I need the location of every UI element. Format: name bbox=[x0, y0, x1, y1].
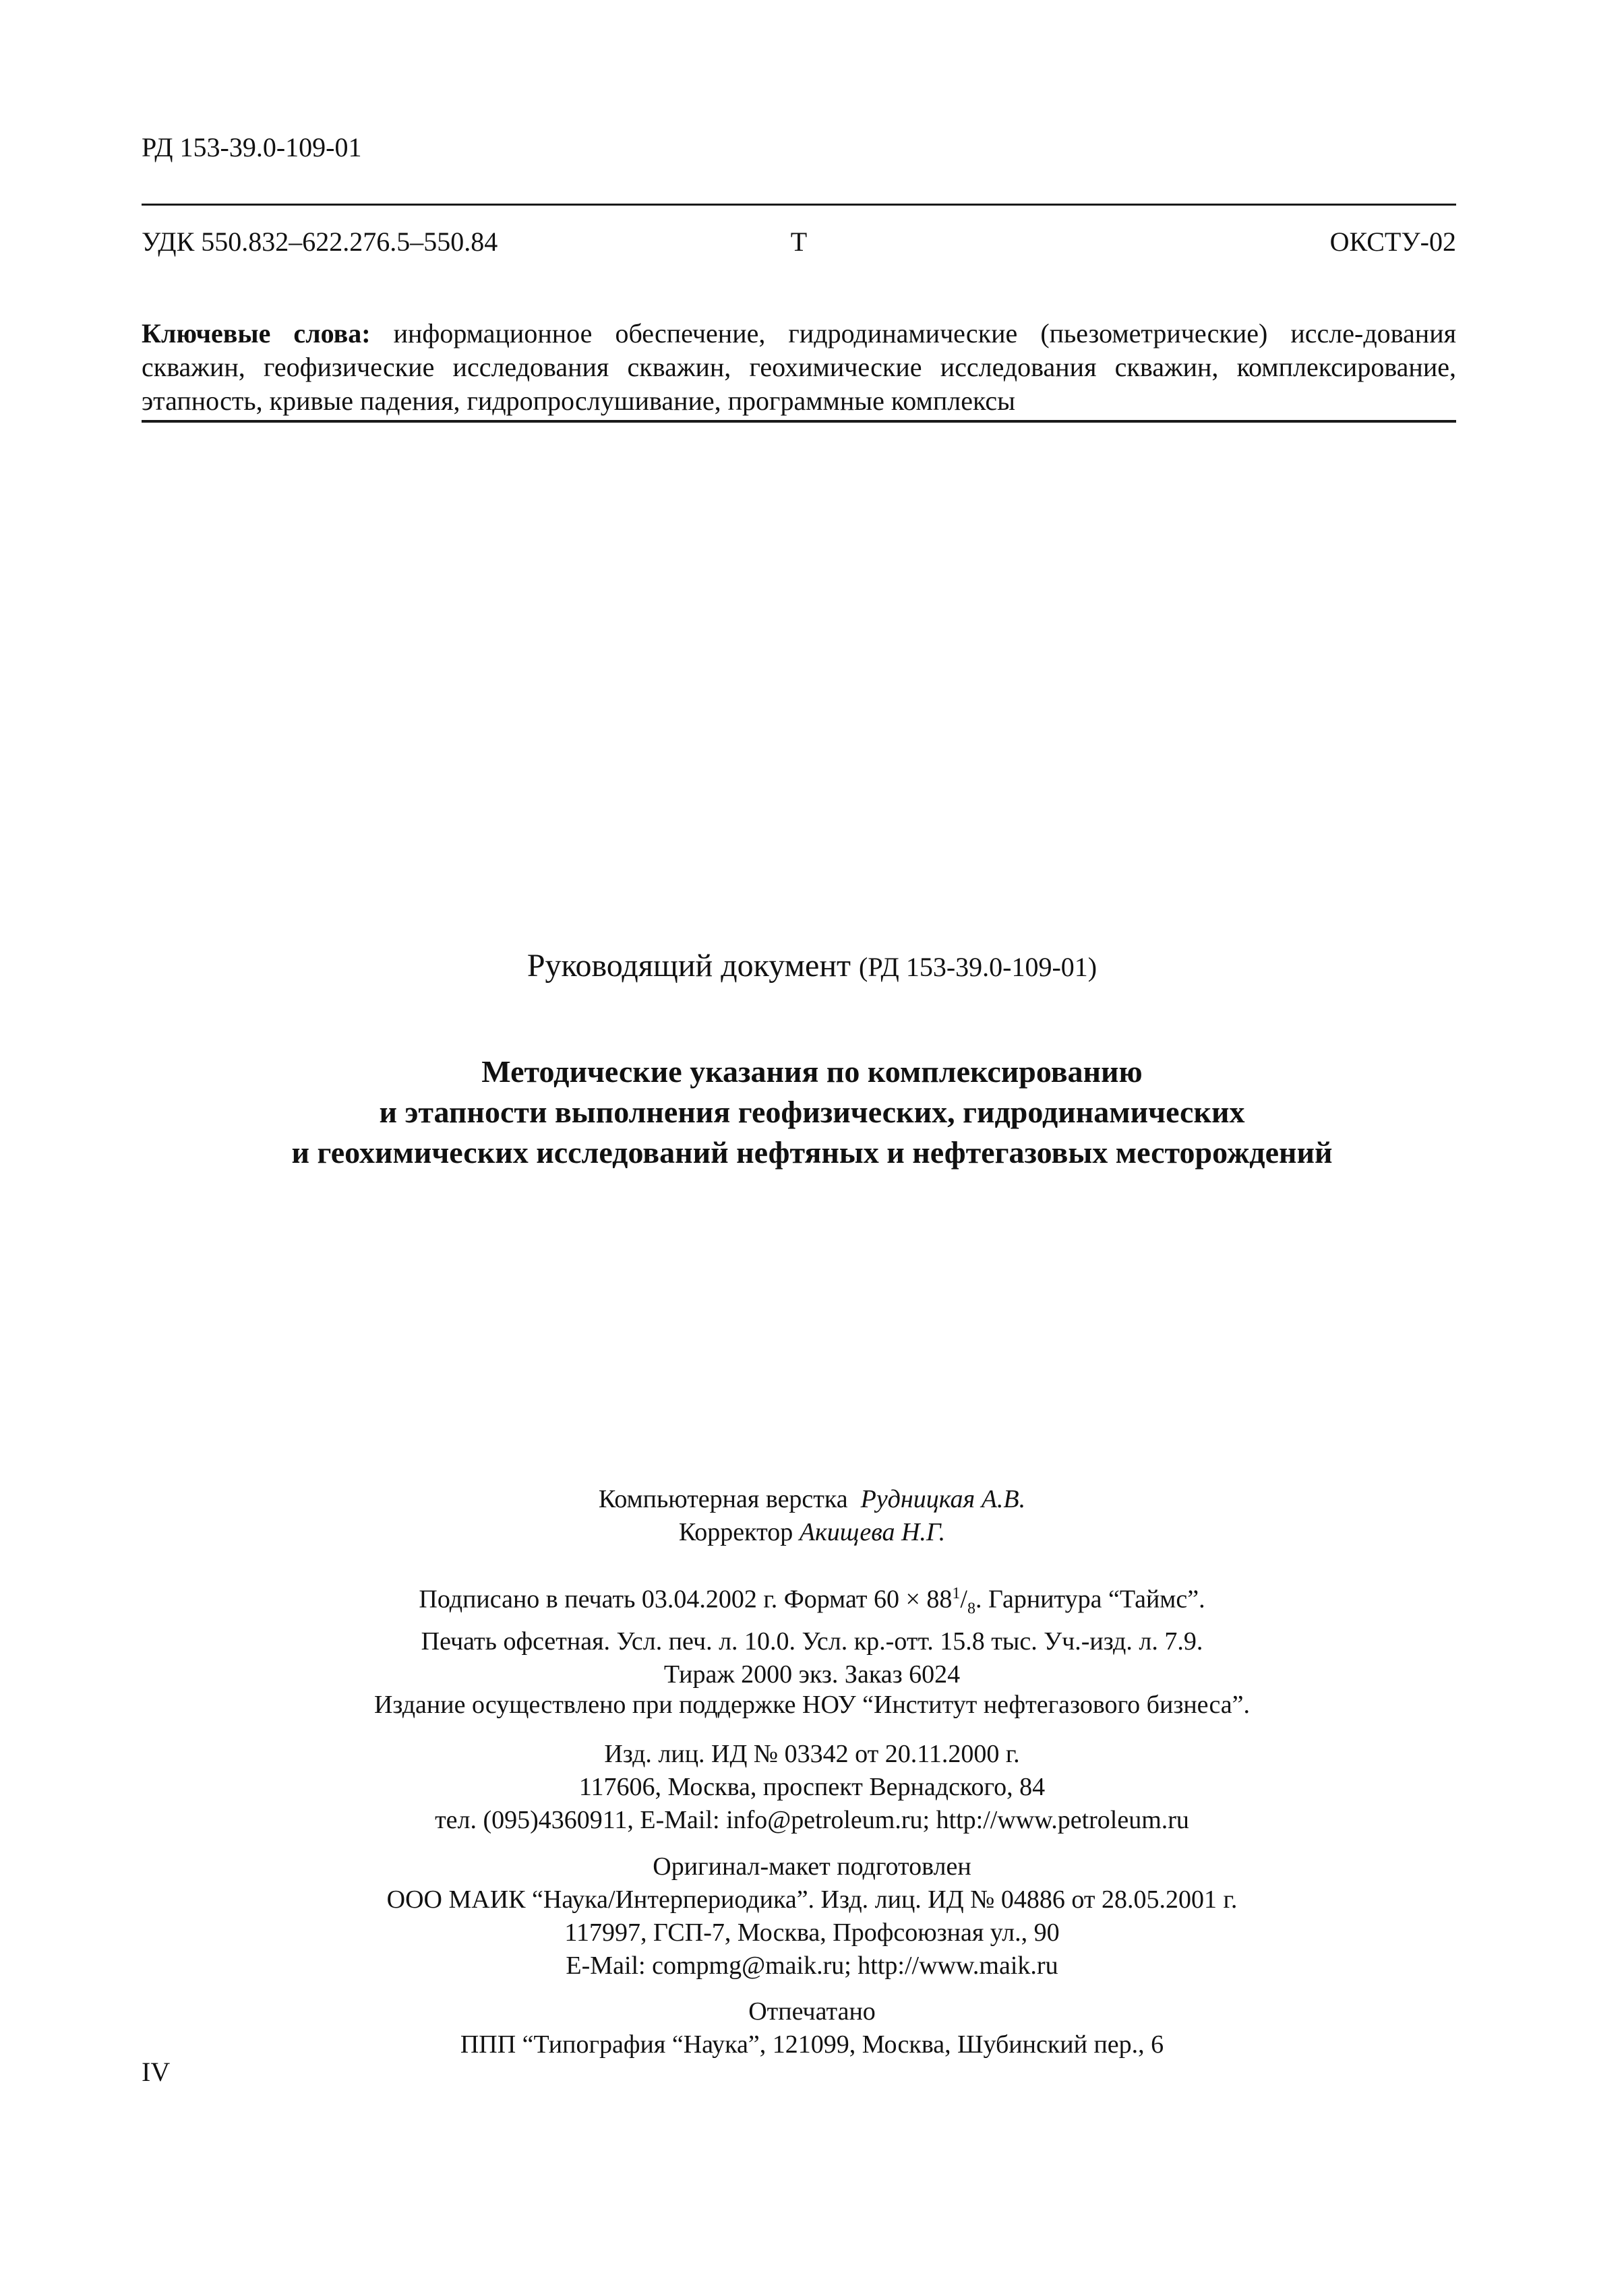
page-number: IV bbox=[142, 2057, 171, 2087]
publisher-contacts: тел. (095)4360911, E-Mail: info@petroleum.ru; http://www.petroleum.ru bbox=[435, 1806, 1189, 1834]
layout-credit-label: Компьютерная верстка bbox=[598, 1485, 848, 1513]
header-divider bbox=[142, 204, 1456, 206]
keywords-label: Ключевые слова: bbox=[142, 318, 371, 349]
keywords-text: информационное обеспечение, гидродинамические (пьезометрические) иссле-дования скважин, геофизические исследования скважин, геохимические исследования скважин, комплексирование, этапность, кривые падения, гидропрослушивание, программные комплексы bbox=[142, 318, 1456, 416]
support-note: Издание осуществлено при поддержке НОУ “Институт нефтегазового бизнеса”. bbox=[373, 1691, 1251, 1719]
corrector-credit-label: Корректор bbox=[678, 1518, 793, 1546]
document-type bbox=[0, 947, 1624, 984]
title-line-2: и этапности выполнения геофизических, гидродинамических bbox=[379, 1095, 1245, 1129]
keywords-paragraph bbox=[142, 317, 1456, 418]
printer-details: ППП “Типография “Наука”, 121099, Москва, Шубинский пер., 6 bbox=[460, 2030, 1164, 2059]
corrector-credit bbox=[0, 1516, 1624, 1549]
document-type-code: (РД 153-39.0-109-01) bbox=[859, 952, 1097, 982]
print-typeface: . Гарнитура “Таймс”. bbox=[975, 1585, 1205, 1614]
keywords-divider bbox=[142, 420, 1456, 423]
print-details-line-1 bbox=[0, 1577, 1624, 1625]
classification-mark: Т bbox=[790, 226, 808, 257]
maik-contacts: E-Mail: compmg@maik.ru; http://www.maik.ru bbox=[566, 1952, 1058, 1980]
maik-publisher: ООО МАИК “Наука/Интерпериодика”. Изд. лиц. ИД № 04886 от 28.05.2001 г. bbox=[386, 1885, 1238, 1914]
print-details-block bbox=[0, 1577, 1624, 1691]
document-code-header: РД 153-39.0-109-01 bbox=[142, 132, 362, 162]
printer-block bbox=[0, 1995, 1624, 2061]
format-fraction-denominator: 8 bbox=[967, 1600, 975, 1618]
title-line-3: и геохимических исследований нефтяных и нефтегазовых месторождений bbox=[291, 1135, 1333, 1170]
print-signed-format: Подписано в печать 03.04.2002 г. Формат 60 × 88 bbox=[419, 1585, 953, 1614]
title-line-1: Методические указания по комплексированию bbox=[481, 1054, 1143, 1089]
format-fraction-numerator: 1 bbox=[952, 1585, 961, 1602]
document-title bbox=[0, 1052, 1624, 1173]
layout-credit bbox=[0, 1483, 1624, 1516]
layout-prepared-block bbox=[0, 1850, 1624, 1983]
printed-label: Отпечатано bbox=[748, 1997, 876, 2026]
document-type-label: Руководящий документ bbox=[527, 948, 851, 984]
print-details-line-3: Тираж 2000 экз. Заказ 6024 bbox=[663, 1660, 961, 1689]
publisher-address: 117606, Москва, проспект Вернадского, 84 bbox=[578, 1773, 1046, 1801]
classification-row bbox=[142, 226, 1456, 258]
layout-prepared-label: Оригинал-макет подготовлен bbox=[653, 1852, 971, 1881]
publisher-license: Изд. лиц. ИД № 03342 от 20.11.2000 г. bbox=[604, 1740, 1020, 1768]
corrector-credit-person: Акищева Н.Г. bbox=[799, 1518, 946, 1546]
layout-credit-person: Рудницкая А.В. bbox=[860, 1485, 1026, 1513]
okstu-code: ОКСТУ-02 bbox=[1329, 226, 1456, 257]
format-fraction-slash: / bbox=[960, 1585, 967, 1614]
udk-code: УДК 550.832–622.276.5–550.84 bbox=[142, 226, 498, 257]
print-details-line-2: Печать офсетная. Усл. печ. л. 10.0. Усл. кр.-отт. 15.8 тыс. Уч.-изд. л. 7.9. bbox=[421, 1627, 1203, 1656]
publisher-block bbox=[0, 1738, 1624, 1837]
maik-address: 117997, ГСП-7, Москва, Профсоюзная ул., 90 bbox=[564, 1918, 1060, 1947]
credits-block bbox=[0, 1483, 1624, 1549]
